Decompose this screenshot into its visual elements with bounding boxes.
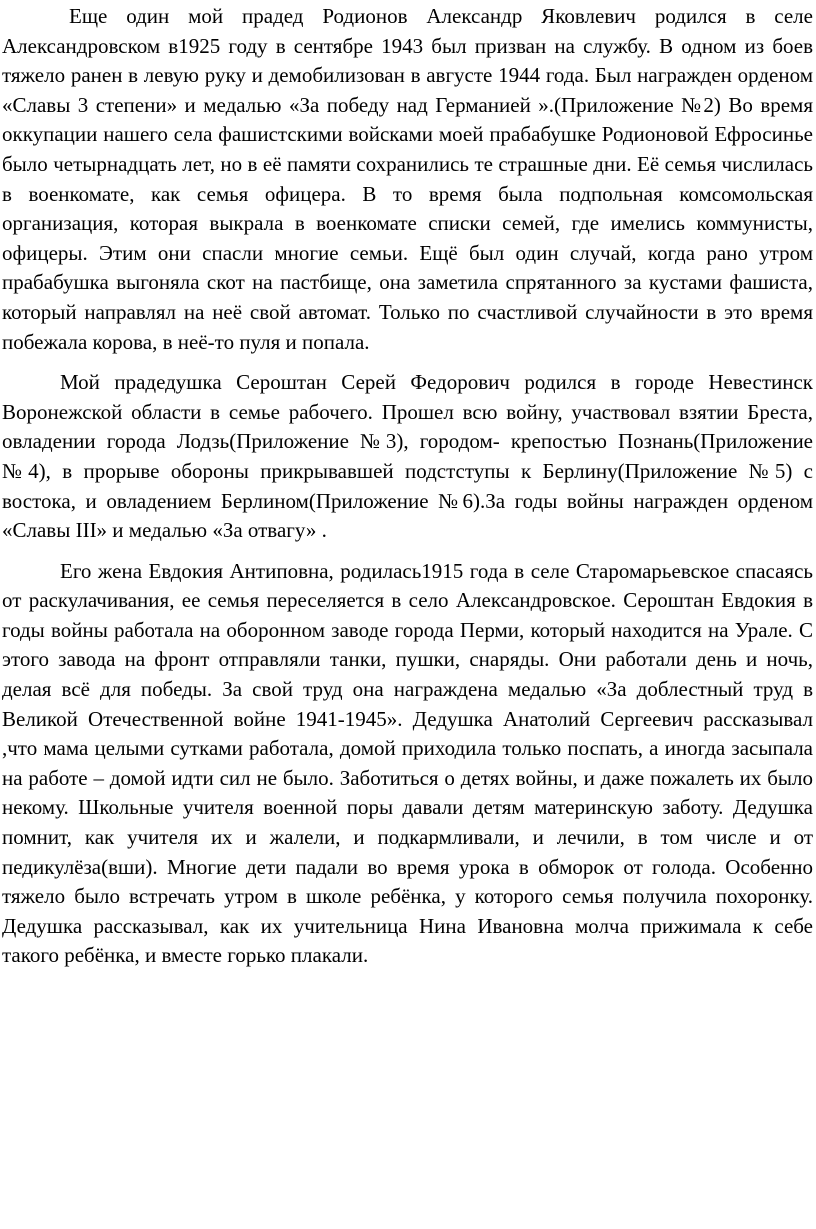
paragraph-seroshtan-evdokiya: Его жена Евдокия Антиповна, родилась1915 года в селе Старомарьевское спасаясь от раскулачивания, ее семья переселяется в село Александровское. Сероштан Евдокия в годы войны работала на оборонном заводе города Перми, который находится на Урале. С этого завода на фронт отправляли танки, пушки, снаряды. Они работали день и ночь, делая всё для победы. За свой труд она награждена медалью «За доблестный труд в Великой Отечественной войне 1941-1945». Дедушка Анатолий Сергеевич рассказывал ,что мама целыми сутками работала, домой приходила только поспать, а иногда засыпала на работе – домой идти сил не было. Заботиться о детях войны, и даже пожалеть их было некому. Школьные учителя военной поры давали детям материнскую заботу. Дедушка помнит, как учителя их и жалели, и подкармливали, и лечили, в том числе и от педикулёза(вши). Многие дети падали во время урока в обморок от голода. Особенно тяжело было встречать утром в школе ребёнка, у которого семья получила похоронку. Дедушка рассказывал, как их учительница Нина Ивановна молча прижимала к себе такого ребёнка, и вместе горько плакали. bbox=[2, 558, 813, 968]
paragraph-rodionov: Еще один мой прадед Родионов Александр Яковлевич родился в селе Александровском в1925 году в сентябре 1943 был призван на службу. В одном из боев тяжело ранен в левую руку и демобилизован в августе 1944 года. Был награжден орденом «Славы 3 степени» и медалью «За победу над Германией ».(Приложение №2) Во время оккупации нашего села фашистскими войсками моей прабабушке Родионовой Ефросинье было четырнадцать лет, но в её памяти сохранились те страшные дни. Её семья числилась в военкомате, как семья офицера. В то время была подпольная комсомольская организация, которая выкрала в военкомате списки семей, где имелись коммунисты, офицеры. Этим они спасли многие семьи. Ещё был один случай, когда рано утром прабабушка выгоняла скот на пастбище, она заметила спрятанного за кустами фашиста, который направлял на неё свой автомат. Только по счастливой случайности в это время побежала корова, в неё-то пуля и попала. bbox=[2, 4, 813, 354]
paragraph-seroshtan-serey: Мой прадедушка Сероштан Серей Федорович родился в городе Невестинск Воронежской области в семье рабочего. Прошел всю войну, участвовал взятии Бреста, овладении города Лодзь(Приложение №3), городом- крепостью Познань(Приложение №4), в прорыве обороны прикрывавшей подстступы к Берлину(Приложение №5) с востока, и овладением Берлином(Приложение №6).За годы войны награжден орденом «Славы III» и медалью «За отвагу» . bbox=[2, 370, 813, 543]
